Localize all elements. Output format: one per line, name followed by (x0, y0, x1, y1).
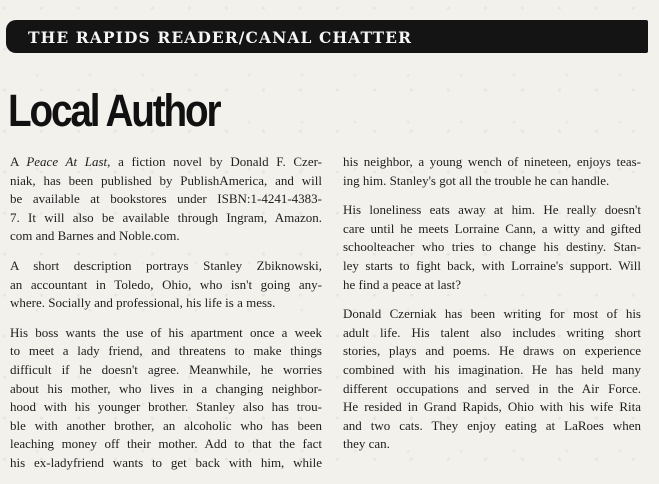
article-column-right (343, 153, 641, 465)
text-line: niak, has been published by PublishAmerica, and will (10, 172, 322, 188)
text-line: to meet a lady friend, and threatens to make things (10, 343, 322, 359)
text-line: his ex-ladyfriend wants to get back with him, while (10, 454, 322, 470)
book-title: Peace At Last (26, 154, 108, 169)
headline: Local Author (8, 85, 220, 136)
text-line: com and Barnes and Noble.com. (10, 228, 180, 244)
text-line: they can. (343, 436, 390, 452)
text-line: ing him. Stanley's got all the trouble he can handle. (343, 172, 610, 188)
text-line: schoolteacher who tries to change his destiny. Stan- (343, 239, 641, 255)
text-line: difficult if he doesn't agree. Meanwhile, he worries (10, 361, 322, 377)
text-line: care until he meets Lorraine Cann, a witty and gifted (343, 220, 641, 236)
text-line: He resided in Grand Rapids, Ohio with his wife Rita (343, 399, 641, 415)
text-line: and two cats. They enjoy eating at LaRoes when (343, 417, 641, 433)
article-column-left (10, 153, 322, 484)
text-line: His loneliness eats away at him. He really doesn't (343, 202, 641, 218)
text-line: where. Socially and professional, his life is a mess. (10, 295, 276, 311)
paragraph-neighbor (343, 153, 641, 190)
text-line: stories, plays and poems. He draws on experience (343, 343, 641, 359)
text-line: he find a peace at last? (343, 276, 462, 292)
text-line: leaching money off their mother. Add to that the fact (10, 436, 322, 452)
paragraph-plot (10, 324, 322, 473)
text-line: about his mother, who lives in a changing neighbor- (10, 380, 322, 396)
paragraph-author-bio (343, 305, 641, 454)
text-line: combined with his imagination. He has held many (343, 361, 641, 377)
text-line: ley starts to fight back, with Lorraine's support. Will (343, 257, 641, 273)
text-line: different occupations and served in the Air Force. (343, 380, 641, 396)
paragraph-loneliness (343, 201, 641, 294)
text-line: A Peace At Last, a fiction novel by Donald F. Czer- (10, 154, 322, 169)
masthead-bar (6, 20, 648, 53)
text-line: his neighbor, a young wench of nineteen, enjoys teas- (343, 154, 641, 169)
text-line: His boss wants the use of his apartment once a week (10, 324, 322, 340)
masthead-title: THE RAPIDS READER/CANAL CHATTER (28, 28, 413, 47)
paragraph-publication (10, 153, 322, 246)
text-line: adult life. His talent also includes writing short (343, 324, 641, 340)
text-line: 7. It will also be available through Ingram, Amazon. (10, 209, 322, 225)
text-line: hood with his younger brother. Stanley also has trou- (10, 399, 322, 415)
paragraph-description (10, 257, 322, 313)
text-line: Donald Czerniak has been writing for most of his (343, 306, 641, 322)
text-line: A short description portrays Stanley Zbiknowski, (10, 257, 322, 273)
text-line: be available at bookstores under ISBN:1-4241-4383- (10, 191, 322, 207)
text-line: an accountant in Toledo, Ohio, who isn't going any- (10, 276, 322, 292)
text-line: ble with another brother, an alcoholic who has been (10, 417, 322, 433)
